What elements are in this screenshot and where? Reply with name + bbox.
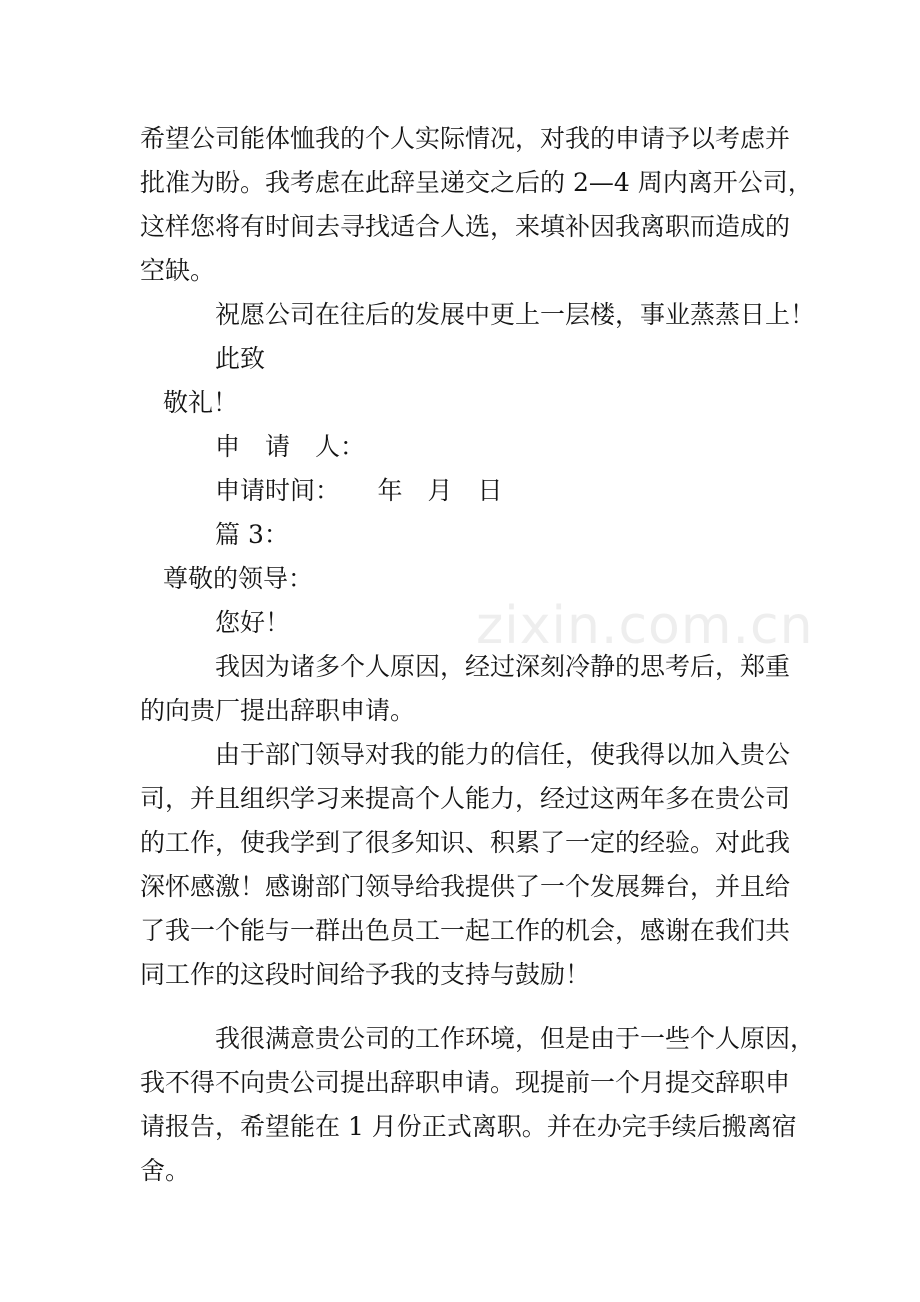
body-text-line: 请报告，希望能在 1 月份正式离职。并在办完手续后搬离宿 xyxy=(140,1112,797,1141)
applicant-field: 申 请 人： xyxy=(215,432,366,461)
closing-regards: 敬礼！ xyxy=(163,388,239,417)
letter-greeting: 尊敬的领导： xyxy=(163,564,314,593)
body-text-line: 了我一个能与一群出色员工一起工作的机会，感谢在我们共 xyxy=(140,916,791,945)
body-text-line: 的工作，使我学到了很多知识、积累了一定的经验。对此我 xyxy=(140,828,791,857)
body-text-line: 的向贵厂提出辞职申请。 xyxy=(140,696,416,725)
body-text-line: 这样您将有时间去寻找适合人选，来填补因我离职而造成的 xyxy=(140,212,791,241)
body-text-line: 深怀感激！感谢部门领导给我提供了一个发展舞台，并且给 xyxy=(140,872,791,901)
body-text-line: 我很满意贵公司的工作环境，但是由于一些个人原因， xyxy=(215,1024,816,1053)
section-heading: 篇 3： xyxy=(215,520,289,549)
letter-hello: 您好！ xyxy=(215,608,291,637)
body-text-line: 我不得不向贵公司提出辞职申请。现提前一个月提交辞职申 xyxy=(140,1068,791,1097)
body-text-line: 批准为盼。我考虑在此辞呈递交之后的 2—4 周内离开公司， xyxy=(140,168,813,197)
closing-wish: 祝愿公司在往后的发展中更上一层楼，事业蒸蒸日上！ xyxy=(215,300,816,329)
application-date-field: 申请时间： 年 月 日 xyxy=(215,476,503,505)
closing-salutation: 此致 xyxy=(215,344,266,373)
watermark-text: zixin.com.cn xyxy=(476,596,814,656)
body-text-line: 我因为诸多个人原因，经过深刻冷静的思考后，郑重 xyxy=(215,652,791,681)
body-text-line: 空缺。 xyxy=(140,256,216,285)
body-text-line: 同工作的这段时间给予我的支持与鼓励！ xyxy=(140,960,591,989)
body-text-line: 舍。 xyxy=(140,1156,191,1185)
body-text-line: 由于部门领导对我的能力的信任，使我得以加入贵公 xyxy=(215,740,791,769)
body-text-line: 司，并且组织学习来提高个人能力，经过这两年多在贵公司 xyxy=(140,784,791,813)
body-text-line: 希望公司能体恤我的个人实际情况，对我的申请予以考虑并 xyxy=(140,124,791,153)
